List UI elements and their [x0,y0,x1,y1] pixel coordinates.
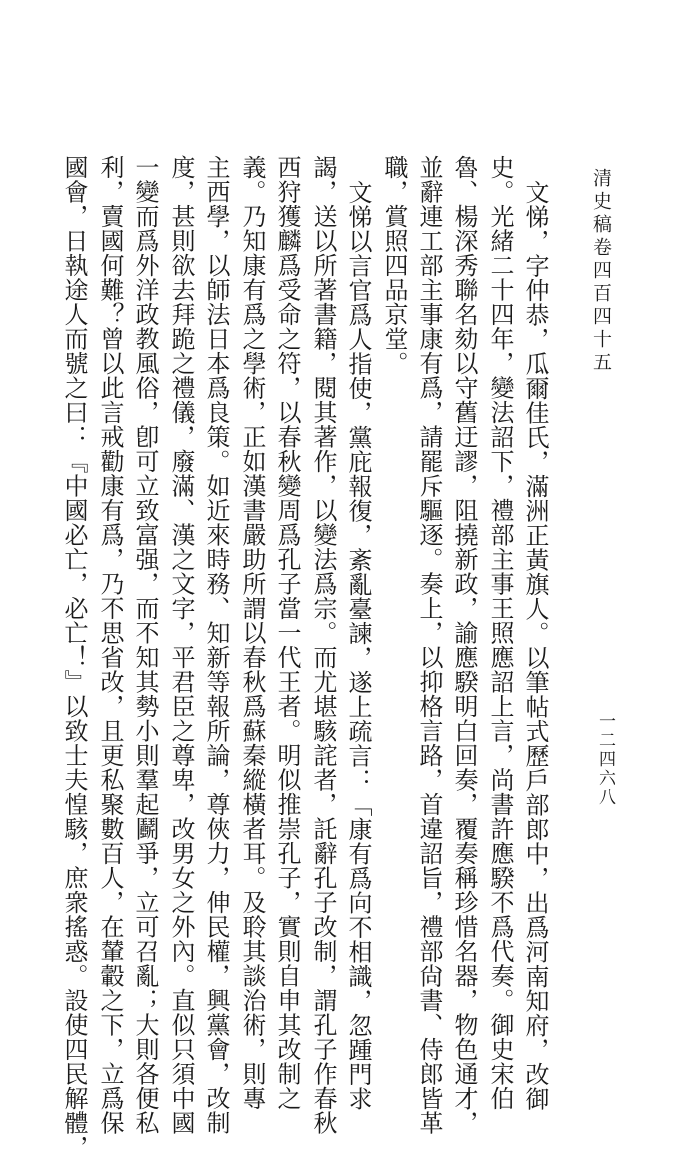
text-column: 國會，日執途人而號之曰：『中國必亡，必亡！』以致士夫惶駭，庶衆搖惑。設使四民解體， [60,155,88,1160]
text-column: 文悌，字仲恭，瓜爾佳氏，滿洲正黃旗人。以筆帖式歷戶部郎中，出爲河南知府，改御 [521,180,549,1111]
text-column: 度，甚則欲去拜跪之禮儀，廢滿、漢之文字，平君臣之尊卑，改男女之外內。直似只須中國 [167,155,195,1135]
page-number: 一二四六八 [595,712,615,807]
text-column: 西狩獲麟爲受命之符，以春秋變周爲孔子當一代王者。明似推崇孔子，實則自申其改制之 [273,155,301,1111]
text-column: 文悌以言官爲人指使，黨庇報復，紊亂臺諫，遂上疏言：「康有爲向不相識，忽踵門求 [344,180,372,1111]
book-title: 清史稿卷四百四十五 [590,168,612,375]
text-column: 並辭連工部主事康有爲，請罷斥驅逐。奏上，以抑格言路，首違詔旨，禮部尙書、侍郎皆革 [415,155,443,1135]
text-column: 魯、楊深秀聯名劾以守舊迂謬，阻撓新政，諭應騤明白回奏，覆奏稱珍惜名器，物色通才， [450,155,478,1135]
text-column: 謁，送以所著書籍，閱其著作，以變法爲宗。而尤堪駭詫者，託辭孔子改制，謂孔子作春秋 [309,155,337,1135]
text-column: 主西學，以師法日本爲良策。如近來時務、知新等報所論，尊俠力，伸民權，興黨會，改制 [202,155,230,1135]
text-column: 史。光緒二十四年，變法詔下，禮部主事王照應詔上言，尚書許應騤不爲代奏。御史宋伯 [486,155,514,1111]
text-column: 一變而爲外洋政教風俗，卽可立致富强，而不知其勢小則羣起鬬爭，立可召亂；大則各便私 [131,155,159,1135]
text-column: 職，賞照四品京堂。 [380,155,408,376]
text-column: 利，賣國何難？曾以此言戒勸康有爲，乃不思省改，且更私聚數百人，在輦轂之下，立爲保 [96,155,124,1135]
text-column: 義。乃知康有爲之學術，正如漢書嚴助所謂以春秋爲蘇秦縱橫者耳。及聆其談治術，則專 [238,155,266,1111]
